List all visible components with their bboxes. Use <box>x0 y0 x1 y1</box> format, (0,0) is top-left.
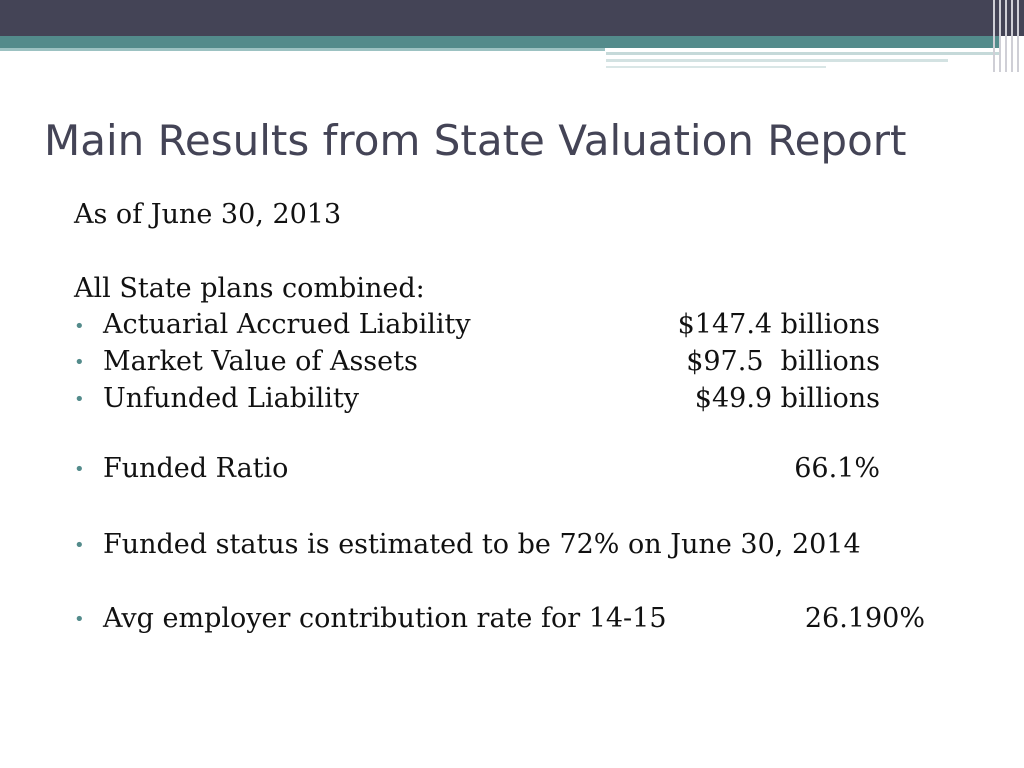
bullet-icon: • <box>74 389 85 410</box>
row-value-funded-ratio: 66.1% <box>794 453 880 484</box>
row-label-market-value: Market Value of Assets <box>103 346 418 377</box>
row-label-unfunded-liability: Unfunded Liability <box>103 383 359 414</box>
header-stripes <box>990 0 1024 72</box>
bullet-icon: • <box>74 352 85 373</box>
header-rule-3 <box>606 66 826 68</box>
bullet-icon: • <box>74 459 85 480</box>
row-label-funded-status-estimate: Funded status is estimated to be 72% on June 30, 2014 <box>103 529 861 560</box>
group-heading: All State plans combined: <box>74 273 425 304</box>
bullet-icon: • <box>74 316 85 337</box>
row-label-funded-ratio: Funded Ratio <box>103 453 289 484</box>
header-band-dark <box>0 0 1024 36</box>
bullet-icon: • <box>74 609 85 630</box>
row-value-unfunded-liability: $49.9 billions <box>694 383 880 414</box>
slide-title: Main Results from State Valuation Report <box>44 116 907 165</box>
as-of-date: As of June 30, 2013 <box>74 199 342 230</box>
row-label-accrued-liability: Actuarial Accrued Liability <box>103 309 471 340</box>
bullet-icon: • <box>74 535 85 556</box>
row-value-accrued-liability: $147.4 billions <box>677 309 880 340</box>
header-rule-2 <box>606 59 948 62</box>
header-band-teal-light <box>0 48 605 51</box>
row-label-employer-contribution: Avg employer contribution rate for 14-15 <box>103 603 667 634</box>
header-rule-1 <box>606 52 1000 55</box>
row-value-employer-contribution: 26.190% <box>804 603 925 634</box>
header-band-teal <box>0 36 1000 48</box>
row-value-market-value: $97.5 billions <box>686 346 880 377</box>
